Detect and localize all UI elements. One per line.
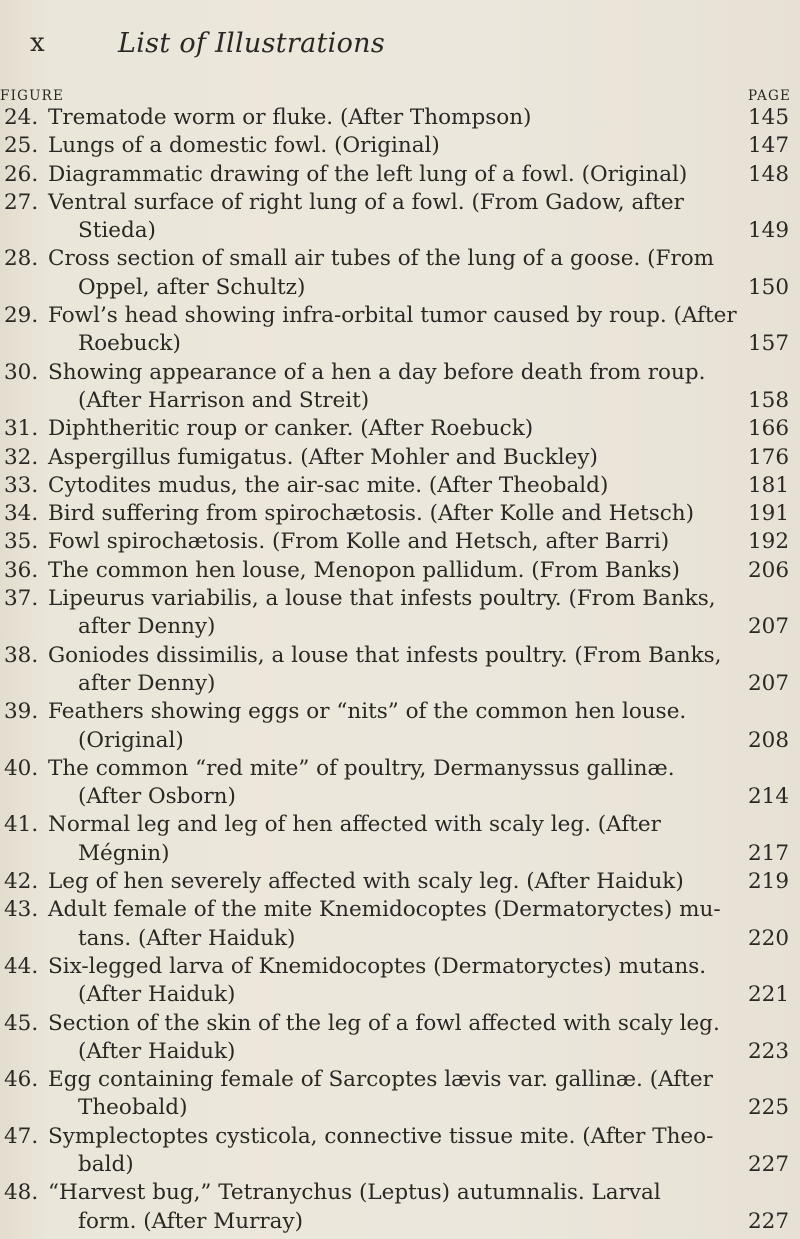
figure-number: 32. [4, 444, 39, 470]
figure-number: 34. [4, 501, 39, 527]
list-item [0, 245, 800, 302]
list-item [0, 1066, 800, 1123]
page-number: 150 [748, 274, 790, 300]
list-item [0, 161, 800, 189]
caption-line: Section of the skin of the leg of a fowl affected with scaly leg. [48, 1010, 720, 1036]
list-item [0, 132, 800, 160]
page-number: 192 [748, 529, 790, 555]
figure-number: 38. [4, 642, 39, 668]
figure-number: 42. [4, 869, 39, 895]
figure-number: 36. [4, 557, 39, 583]
caption-line: Roebuck) 157 [0, 330, 800, 358]
caption-line: Leg of hen severely affected with scaly leg. (After Haiduk) 219 [0, 868, 800, 896]
page-number: 221 [748, 982, 790, 1008]
list-item [0, 755, 800, 812]
page-number: 206 [748, 557, 790, 583]
figure-number: 41. [4, 812, 39, 838]
list-item [0, 1179, 800, 1236]
page-number: 223 [748, 1038, 790, 1064]
caption-line: (Original) 208 [0, 727, 800, 755]
list-item [0, 896, 800, 953]
caption-line: Diagrammatic drawing of the left lung of a fowl. (Original) 148 [0, 161, 800, 189]
list-item [0, 1123, 800, 1180]
page-number: 157 [748, 331, 790, 357]
page-number: 225 [748, 1095, 790, 1121]
caption-line: Fowl’s head showing infra-orbital tumor caused by roup. (After [48, 303, 737, 329]
list-item [0, 415, 800, 443]
caption-line: Cross section of small air tubes of the lung of a goose. (From [48, 246, 715, 272]
caption-line: Feathers showing eggs or “nits” of the common hen louse. [48, 699, 687, 725]
caption-line: Egg containing female of Sarcoptes lævis var. gallinæ. (After [48, 1067, 713, 1093]
list-item [0, 1010, 800, 1067]
caption-line: Six-legged larva of Knemidocoptes (Dermatoryctes) mutans. [48, 953, 707, 979]
figure-number: 28. [4, 246, 39, 272]
figure-number: 27. [4, 189, 39, 215]
caption-line: Aspergillus fumigatus. (After Mohler and Buckley) 176 [0, 444, 800, 472]
caption-line: “Harvest bug,” Tetranychus (Leptus) autumnalis. Larval [48, 1180, 661, 1206]
caption-line: (After Osborn) 214 [0, 783, 800, 811]
caption-line: (After Haiduk) 221 [0, 981, 800, 1009]
caption-line: Stieda) 149 [0, 217, 800, 245]
list-item [0, 868, 800, 896]
figure-number: 31. [4, 416, 39, 442]
figure-number: 29. [4, 303, 39, 329]
page-number: 207 [748, 614, 790, 640]
caption-line: Mégnin) 217 [0, 840, 800, 868]
caption-line: The common hen louse, Menopon pallidum. (From Banks) 206 [0, 557, 800, 585]
page-number: 207 [748, 670, 790, 696]
corner-mark: x [30, 28, 45, 58]
page-number: 148 [748, 161, 790, 187]
figure-number: 39. [4, 699, 39, 725]
page-number: 166 [748, 416, 790, 442]
figure-number: 30. [4, 359, 39, 385]
figure-number: 37. [4, 586, 39, 612]
list-item [0, 359, 800, 416]
list-item [0, 557, 800, 585]
caption-line: form. (After Murray) 227 [0, 1208, 800, 1236]
list-item [0, 104, 800, 132]
figure-number: 26. [4, 161, 39, 187]
figure-number: 24. [4, 105, 39, 130]
list-item [0, 642, 800, 699]
page-number: 149 [748, 218, 790, 244]
list-item [0, 528, 800, 556]
caption-line: bald) 227 [0, 1151, 800, 1179]
caption-line: tans. (After Haiduk) 220 [0, 925, 800, 953]
list-item [0, 472, 800, 500]
caption-line: after Denny) 207 [0, 670, 800, 698]
list-item [0, 302, 800, 359]
page-number: 145 [748, 105, 790, 130]
caption-line: Symplectoptes cysticola, connective tissue mite. (After Theo- [48, 1123, 714, 1149]
illustration-list [0, 104, 800, 1236]
page-column-heading: PAGE [748, 88, 792, 104]
caption-line: Theobald) 225 [0, 1094, 800, 1122]
figure-number: 47. [4, 1123, 39, 1149]
page-number: 176 [748, 444, 790, 470]
caption-line: (After Harrison and Streit) 158 [0, 387, 800, 415]
figure-number: 44. [4, 953, 39, 979]
list-item [0, 953, 800, 1010]
caption-line: Showing appearance of a hen a day before death from roup. [48, 359, 706, 385]
caption-line: Cytodites mudus, the air-sac mite. (After Theobald) 181 [0, 472, 800, 500]
caption-line: after Denny) 207 [0, 613, 800, 641]
page-number: 147 [748, 133, 790, 159]
caption-line: Lipeurus variabilis, a louse that infests poultry. (From Banks, [48, 586, 716, 612]
page-number: 158 [748, 387, 790, 413]
page-title: List of Illustrations [118, 28, 386, 59]
caption-line: Ventral surface of right lung of a fowl. (From Gadow, after [48, 189, 684, 215]
list-item [0, 585, 800, 642]
figure-number: 48. [4, 1180, 39, 1206]
caption-line: Normal leg and leg of hen affected with scaly leg. (After [48, 812, 661, 838]
figure-number: 43. [4, 897, 39, 923]
page-number: 208 [748, 727, 790, 753]
page-number: 191 [748, 501, 790, 527]
figure-number: 40. [4, 755, 39, 781]
list-item [0, 698, 800, 755]
list-item [0, 189, 800, 246]
page-number: 217 [748, 840, 790, 866]
caption-line: Adult female of the mite Knemidocoptes (Dermatoryctes) mu- [48, 897, 721, 923]
list-item [0, 444, 800, 472]
caption-line: Trematode worm or fluke. (After Thompson) 145 [0, 104, 800, 132]
list-item [0, 500, 800, 528]
caption-line: (After Haiduk) 223 [0, 1038, 800, 1066]
caption-line: Bird suffering from spirochætosis. (After Kolle and Hetsch) 191 [0, 500, 800, 528]
caption-line: Oppel, after Schultz) 150 [0, 274, 800, 302]
figure-column-heading: FIGURE [0, 88, 65, 104]
page-number: 214 [748, 784, 790, 810]
page-number: 220 [748, 925, 790, 951]
page-number: 181 [748, 472, 790, 498]
list-item [0, 811, 800, 868]
page-number: 227 [748, 1208, 790, 1234]
figure-number: 33. [4, 472, 39, 498]
figure-number: 45. [4, 1010, 39, 1036]
figure-number: 46. [4, 1067, 39, 1093]
page-number: 227 [748, 1151, 790, 1177]
page-header [0, 28, 800, 68]
figure-number: 35. [4, 529, 39, 555]
figure-number: 25. [4, 133, 39, 159]
caption-line: The common “red mite” of poultry, Dermanyssus gallinæ. [48, 755, 675, 781]
caption-line: Fowl spirochætosis. (From Kolle and Hetsch, after Barri) 192 [0, 528, 800, 556]
page-number: 219 [748, 869, 790, 895]
caption-line: Lungs of a domestic fowl. (Original) 147 [0, 132, 800, 160]
caption-line: Diphtheritic roup or canker. (After Roebuck) 166 [0, 415, 800, 443]
caption-line: Goniodes dissimilis, a louse that infests poultry. (From Banks, [48, 642, 722, 668]
